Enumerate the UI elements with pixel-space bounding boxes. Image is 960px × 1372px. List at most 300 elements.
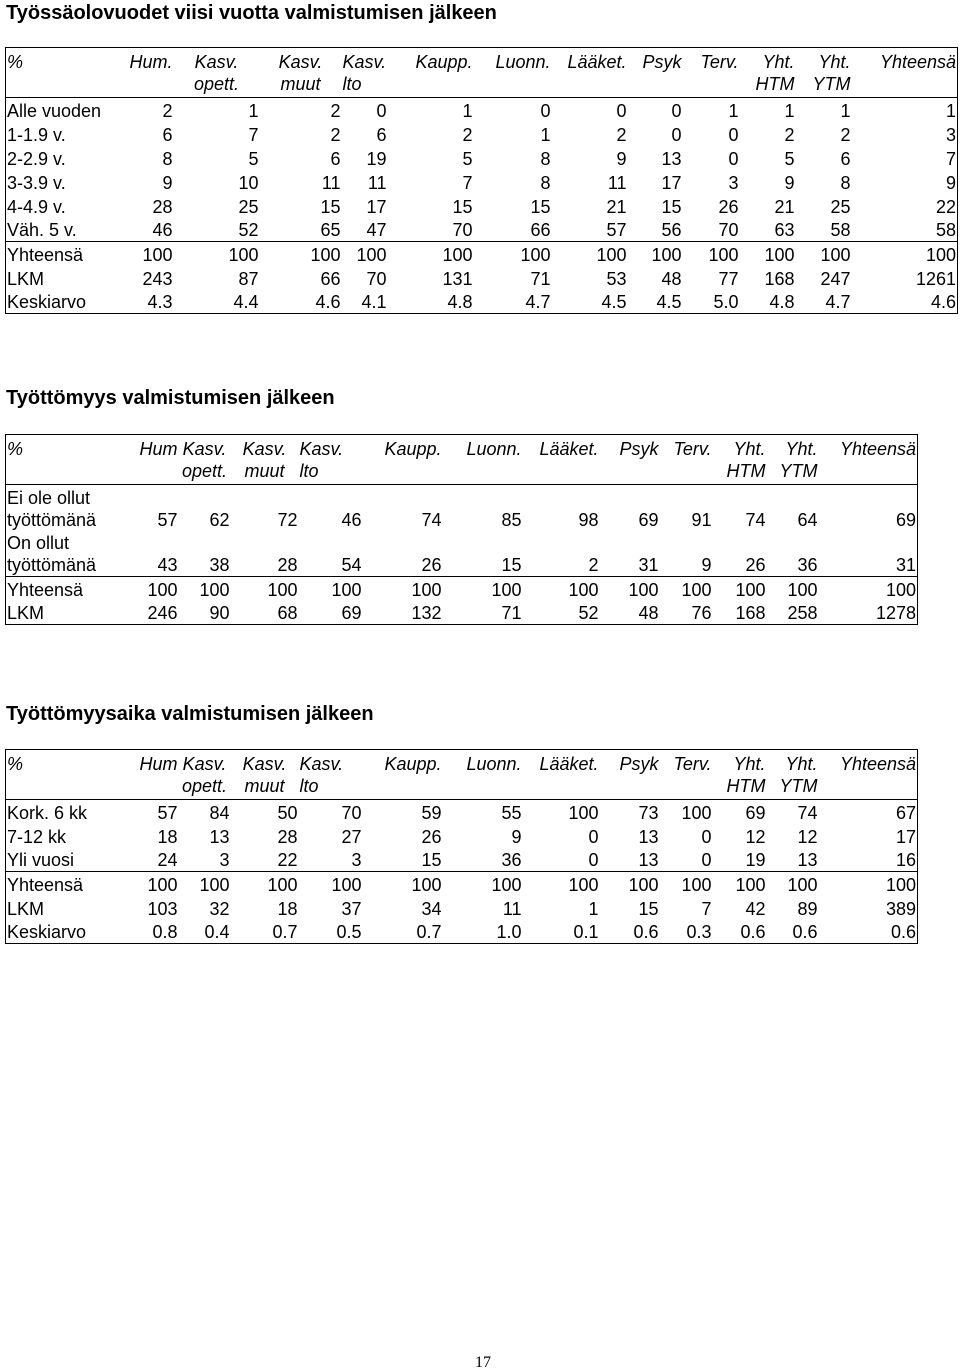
table-cell: 31	[895, 555, 916, 575]
table-cell: 15	[452, 196, 473, 217]
column-header	[260, 48, 342, 98]
table-cell: 100	[122, 577, 179, 601]
column-header	[126, 48, 174, 98]
table-cell: 131	[442, 268, 473, 289]
table-cell: 168	[735, 603, 766, 623]
row-label: Yhteensä	[6, 577, 122, 601]
column-header-line1: Luonn.	[466, 754, 522, 774]
column-header-line1: %	[7, 754, 24, 774]
table-cell: 12	[797, 826, 818, 847]
column-header	[600, 435, 660, 485]
table-cell: 1	[840, 100, 851, 121]
table-cell: 0.4	[204, 922, 230, 942]
column-header-line2	[601, 460, 659, 482]
column-header-line1: Kasv.	[342, 52, 387, 72]
table-cell: 71	[530, 268, 551, 289]
table-cell: 100	[819, 872, 918, 896]
table-cell: 26	[421, 826, 442, 847]
column-header-line1: Hum	[139, 754, 178, 774]
table-cell: 85	[501, 509, 522, 530]
column-header-line2	[444, 775, 522, 797]
table-cell: 4.5	[656, 292, 682, 312]
table-cell: 100	[852, 242, 958, 266]
table-cell: 100	[660, 577, 713, 601]
column-header-line1: Terv.	[673, 754, 712, 774]
table-cell: 66	[530, 220, 551, 240]
column-header	[628, 48, 683, 98]
column-header-line2	[853, 73, 957, 95]
column-header	[600, 750, 660, 800]
column-header-line2	[553, 73, 627, 95]
page-number: 17	[475, 1354, 491, 1371]
table-cell: 25	[238, 196, 259, 217]
table-row	[6, 800, 918, 824]
column-header	[388, 48, 474, 98]
table-cell: 100	[740, 242, 796, 266]
employment-years-table	[5, 47, 958, 314]
table-cell: 0.1	[573, 922, 599, 942]
table-cell: 0.7	[416, 922, 442, 942]
table-cell: 100	[231, 872, 299, 896]
row-label: 7-12 kk	[7, 826, 67, 847]
table-cell: 100	[122, 872, 179, 896]
table-cell: 98	[578, 509, 599, 530]
row-label: Yhteensä	[6, 872, 122, 896]
column-header-line1: Yht.	[818, 52, 851, 72]
row-label: Yli vuosi	[7, 850, 75, 870]
table-cell: 5	[784, 148, 795, 169]
column-header-line1: Kasv.	[242, 439, 287, 459]
row-label: 1-1.9 v.	[7, 124, 66, 145]
table-cell: 0	[671, 124, 682, 145]
table-cell: 100	[179, 872, 231, 896]
column-header-line1: Luonn.	[466, 439, 522, 459]
table-cell: 7	[945, 148, 956, 169]
column-header-line1: Yht.	[733, 754, 766, 774]
table-cell: 6	[840, 148, 851, 169]
table-cell: 48	[661, 268, 682, 289]
table-cell: 0.8	[152, 922, 178, 942]
table-cell: 0	[588, 850, 599, 870]
table-row	[6, 290, 958, 314]
table-cell: 100	[179, 577, 231, 601]
table-row	[6, 98, 958, 122]
column-header	[231, 750, 299, 800]
column-header-line1: Luonn.	[495, 52, 551, 72]
column-header	[363, 435, 443, 485]
table-cell: 6	[330, 148, 341, 169]
table-cell: 28	[277, 826, 298, 847]
table-cell: 10	[238, 172, 259, 193]
table-cell: 69	[895, 509, 916, 530]
table-cell: 100	[126, 242, 174, 266]
table-cell: 71	[501, 603, 522, 623]
table-cell: 4.5	[601, 292, 627, 312]
table-cell: 15	[638, 898, 659, 919]
column-header	[660, 750, 713, 800]
column-header	[6, 750, 122, 800]
row-label: Keskiarvo	[7, 292, 87, 312]
table-row	[6, 146, 958, 170]
table-cell: 17	[366, 196, 387, 217]
table-cell: 100	[713, 872, 767, 896]
table-cell: 74	[421, 509, 442, 530]
column-header	[767, 750, 819, 800]
row-label-line: työttömänä	[7, 509, 97, 530]
table-cell: 100	[231, 577, 299, 601]
column-header-line2	[661, 460, 712, 482]
table-cell: 17	[661, 172, 682, 193]
table-row	[6, 122, 958, 146]
column-header	[179, 435, 231, 485]
table-cell: 58	[830, 220, 851, 240]
table-cell: 2	[330, 100, 341, 121]
table-cell: 15	[421, 850, 442, 870]
table-cell: 100	[342, 242, 388, 266]
table-cell: 91	[691, 509, 712, 530]
column-header-line2	[629, 73, 682, 95]
row-label: 3-3.9 v.	[7, 172, 66, 193]
table-cell: 72	[277, 509, 298, 530]
table-cell: 34	[421, 898, 442, 919]
table-cell: 8	[840, 172, 851, 193]
column-header	[122, 435, 179, 485]
table-cell: 1278	[875, 603, 916, 623]
column-header	[683, 48, 740, 98]
table-cell: 69	[341, 603, 362, 623]
table-cell: 8	[540, 172, 551, 193]
table-cell: 70	[452, 220, 473, 240]
table-cell: 7	[462, 172, 473, 193]
column-header-line2: HTM	[755, 74, 795, 94]
table-cell: 3	[945, 124, 956, 145]
table-cell: 13	[638, 826, 659, 847]
column-header	[443, 750, 523, 800]
table-cell: 12	[745, 826, 766, 847]
table-cell: 70	[366, 268, 387, 289]
column-header-line2: muut	[244, 776, 285, 796]
table-row	[6, 896, 918, 920]
table-cell: 100	[628, 242, 683, 266]
column-header	[6, 48, 126, 98]
table-cell: 2	[588, 555, 599, 575]
row-label: LKM	[7, 603, 45, 623]
table-cell: 7	[701, 898, 712, 919]
table-row	[6, 824, 918, 848]
table-cell: 15	[501, 555, 522, 575]
table-row	[6, 218, 958, 242]
column-header	[713, 750, 767, 800]
column-header-line1: Yht.	[762, 52, 795, 72]
row-label: 4-4.9 v.	[7, 196, 66, 217]
table-cell: 100	[443, 872, 523, 896]
table-cell: 67	[895, 802, 916, 823]
table-cell: 26	[745, 555, 766, 575]
table-cell: 4.8	[447, 292, 473, 312]
column-header-line1: Kasv.	[299, 754, 344, 774]
column-header-line2: YTM	[812, 74, 851, 94]
column-header	[713, 435, 767, 485]
column-header	[299, 750, 363, 800]
table-cell: 2	[784, 124, 795, 145]
column-header	[767, 435, 819, 485]
column-header-line2	[364, 775, 442, 797]
unemployment-table	[5, 434, 918, 625]
table-cell: 69	[745, 802, 766, 823]
table-cell: 258	[787, 603, 818, 623]
table-row	[6, 242, 958, 266]
table-cell: 70	[718, 220, 739, 240]
table-cell: 11	[367, 172, 387, 193]
table-cell: 3	[728, 172, 739, 193]
table-cell: 21	[774, 196, 795, 217]
table-cell: 246	[147, 603, 178, 623]
table-cell: 46	[341, 509, 362, 530]
table-cell: 57	[157, 509, 178, 530]
column-header-line2	[444, 460, 522, 482]
table-cell: 100	[299, 577, 363, 601]
column-header	[819, 435, 918, 485]
column-header-line2: muut	[280, 74, 321, 94]
column-header-line1: Kasv.	[242, 754, 287, 774]
column-header-line1: Hum	[139, 439, 178, 459]
column-header-line2	[123, 775, 178, 797]
table-cell: 100	[474, 242, 552, 266]
table-cell: 100	[796, 242, 852, 266]
table-cell: 6	[376, 124, 387, 145]
table-cell: 0.6	[633, 922, 659, 942]
table-cell: 22	[935, 196, 956, 217]
table-cell: 0	[540, 100, 551, 121]
table-cell: 84	[209, 802, 230, 823]
column-header-line1: Terv.	[700, 52, 739, 72]
table-cell: 1	[248, 100, 259, 121]
table-cell: 4.6	[930, 292, 956, 312]
table-cell: 19	[366, 148, 387, 169]
table-cell: 64	[797, 509, 818, 530]
table-cell: 1	[588, 898, 599, 919]
table-cell: 5	[462, 148, 473, 169]
table-cell: 15	[661, 196, 682, 217]
table-cell: 9	[784, 172, 795, 193]
table-cell: 103	[147, 898, 178, 919]
column-header-line2: lto	[299, 461, 319, 481]
table-cell: 27	[341, 826, 362, 847]
table-cell: 100	[363, 872, 443, 896]
table-cell: 100	[260, 242, 342, 266]
table-cell: 55	[501, 802, 522, 823]
column-header-line1: Yht.	[733, 439, 766, 459]
column-header-line1: Yht.	[785, 439, 818, 459]
row-label: Kork. 6 kk	[7, 802, 88, 823]
table-cell: 16	[895, 850, 916, 870]
column-header	[819, 750, 918, 800]
table-cell: 31	[638, 555, 659, 575]
column-header-line2	[820, 775, 917, 797]
column-header-line1: Hum.	[129, 52, 173, 72]
table-cell: 3	[351, 850, 362, 870]
table-cell: 0.6	[740, 922, 766, 942]
table-cell: 100	[683, 242, 740, 266]
table-cell: 65	[320, 220, 341, 240]
table-row	[6, 577, 918, 601]
table-cell: 56	[661, 220, 682, 240]
column-header-line1: Lääket.	[539, 439, 599, 459]
table-cell: 100	[523, 577, 600, 601]
table-cell: 26	[421, 555, 442, 575]
table-row	[6, 848, 918, 872]
row-label: Alle vuoden	[7, 100, 102, 121]
table-cell: 243	[142, 268, 173, 289]
table-cell: 100	[819, 577, 918, 601]
section2-title: Työttömyys valmistumisen jälkeen	[6, 387, 335, 409]
table-cell: 17	[895, 826, 916, 847]
table-cell: 62	[209, 509, 230, 530]
table-cell: 2	[840, 124, 851, 145]
table-cell: 54	[341, 555, 362, 575]
column-header-line2	[475, 73, 551, 95]
table-cell: 11	[502, 898, 522, 919]
table-cell: 9	[616, 148, 627, 169]
table-cell: 74	[745, 509, 766, 530]
table-row	[6, 601, 918, 625]
column-header-line2	[7, 775, 121, 797]
table-row	[6, 872, 918, 896]
table-cell: 0	[701, 850, 712, 870]
column-header-line1: Terv.	[673, 439, 712, 459]
column-header	[6, 435, 122, 485]
column-header-line2: lto	[299, 776, 319, 796]
table-cell: 19	[745, 850, 766, 870]
column-header-line1: Kasv.	[182, 439, 227, 459]
table-cell: 168	[764, 268, 795, 289]
table-cell: 13	[797, 850, 818, 870]
table-cell: 1261	[915, 268, 956, 289]
table-cell: 68	[277, 603, 298, 623]
column-header-line2	[7, 460, 121, 482]
table-row	[6, 170, 958, 194]
column-header-line1: %	[7, 439, 24, 459]
column-header-line2	[127, 73, 173, 95]
header-row	[6, 435, 918, 485]
table-cell: 42	[745, 898, 766, 919]
table-cell: 100	[299, 872, 363, 896]
column-header-line2	[820, 460, 917, 482]
table-cell: 8	[162, 148, 173, 169]
table-cell: 4.4	[233, 292, 259, 312]
column-header-line1: Psyk	[642, 52, 682, 72]
row-label-line: Ei ole ollut	[7, 487, 91, 508]
column-header	[523, 435, 600, 485]
table-cell: 6	[162, 124, 173, 145]
column-header-line2	[123, 460, 178, 482]
table-cell: 100	[681, 802, 712, 823]
table-cell: 4.8	[769, 292, 795, 312]
table-cell: 52	[238, 220, 259, 240]
table-cell: 70	[341, 802, 362, 823]
table-cell: 100	[660, 872, 713, 896]
table-cell: 48	[638, 603, 659, 623]
table-cell: 7	[248, 124, 259, 145]
table-cell: 4.7	[825, 292, 851, 312]
table-cell: 57	[606, 220, 627, 240]
row-label: Yhteensä	[6, 242, 126, 266]
table-cell: 0.6	[890, 922, 916, 942]
table-cell: 100	[388, 242, 474, 266]
table-cell: 46	[152, 220, 173, 240]
table-cell: 69	[638, 509, 659, 530]
column-header-line1: Yhteensä	[879, 52, 956, 72]
table-cell: 1	[945, 100, 956, 121]
table-row	[6, 194, 958, 218]
row-label: LKM	[7, 268, 45, 289]
table-cell: 18	[277, 898, 298, 919]
column-header	[552, 48, 628, 98]
table-cell: 87	[238, 268, 259, 289]
table-cell: 25	[830, 196, 851, 217]
column-header-line2	[661, 775, 712, 797]
table-cell: 53	[606, 268, 627, 289]
column-header-line1: Yht.	[785, 754, 818, 774]
table-cell: 36	[501, 850, 522, 870]
column-header-line1: Lääket.	[567, 52, 627, 72]
column-header-line2: YTM	[779, 461, 818, 481]
table-cell: 15	[320, 196, 341, 217]
column-header-line1: Kasv.	[278, 52, 323, 72]
column-header-line2: HTM	[726, 776, 766, 796]
section3-title: Työttömyysaika valmistumisen jälkeen	[6, 703, 374, 725]
table-cell: 2	[330, 124, 341, 145]
column-header-line2	[524, 460, 599, 482]
column-header-line2: opett.	[193, 74, 240, 94]
column-header	[179, 750, 231, 800]
table-cell: 47	[366, 220, 387, 240]
column-header-line2	[389, 73, 473, 95]
table-cell: 28	[277, 555, 298, 575]
row-label: LKM	[7, 898, 45, 919]
table-cell: 37	[341, 898, 362, 919]
table-cell: 0.6	[792, 922, 818, 942]
column-header-line2: YTM	[779, 776, 818, 796]
row-label: Väh. 5 v.	[7, 220, 77, 240]
column-header	[740, 48, 796, 98]
table-cell: 100	[600, 872, 660, 896]
column-header	[231, 435, 299, 485]
column-header-line2	[524, 775, 599, 797]
column-header	[796, 48, 852, 98]
table-cell: 0	[728, 148, 739, 169]
table-cell: 2	[162, 100, 173, 121]
column-header	[174, 48, 260, 98]
column-header	[852, 48, 958, 98]
table-cell: 76	[691, 603, 712, 623]
table-cell: 74	[797, 802, 818, 823]
column-header	[523, 750, 600, 800]
table-row	[6, 266, 958, 290]
table-cell: 9	[945, 172, 956, 193]
column-header-line1: Yhteensä	[839, 439, 916, 459]
column-header	[122, 750, 179, 800]
table-row	[6, 920, 918, 944]
column-header-line2	[7, 73, 125, 95]
column-header-line2: muut	[244, 461, 285, 481]
table-cell: 77	[718, 268, 739, 289]
table-cell: 1	[784, 100, 795, 121]
table-cell: 3	[219, 850, 230, 870]
table-cell: 100	[713, 577, 767, 601]
table-cell: 4.7	[525, 292, 551, 312]
table-cell: 13	[661, 148, 682, 169]
